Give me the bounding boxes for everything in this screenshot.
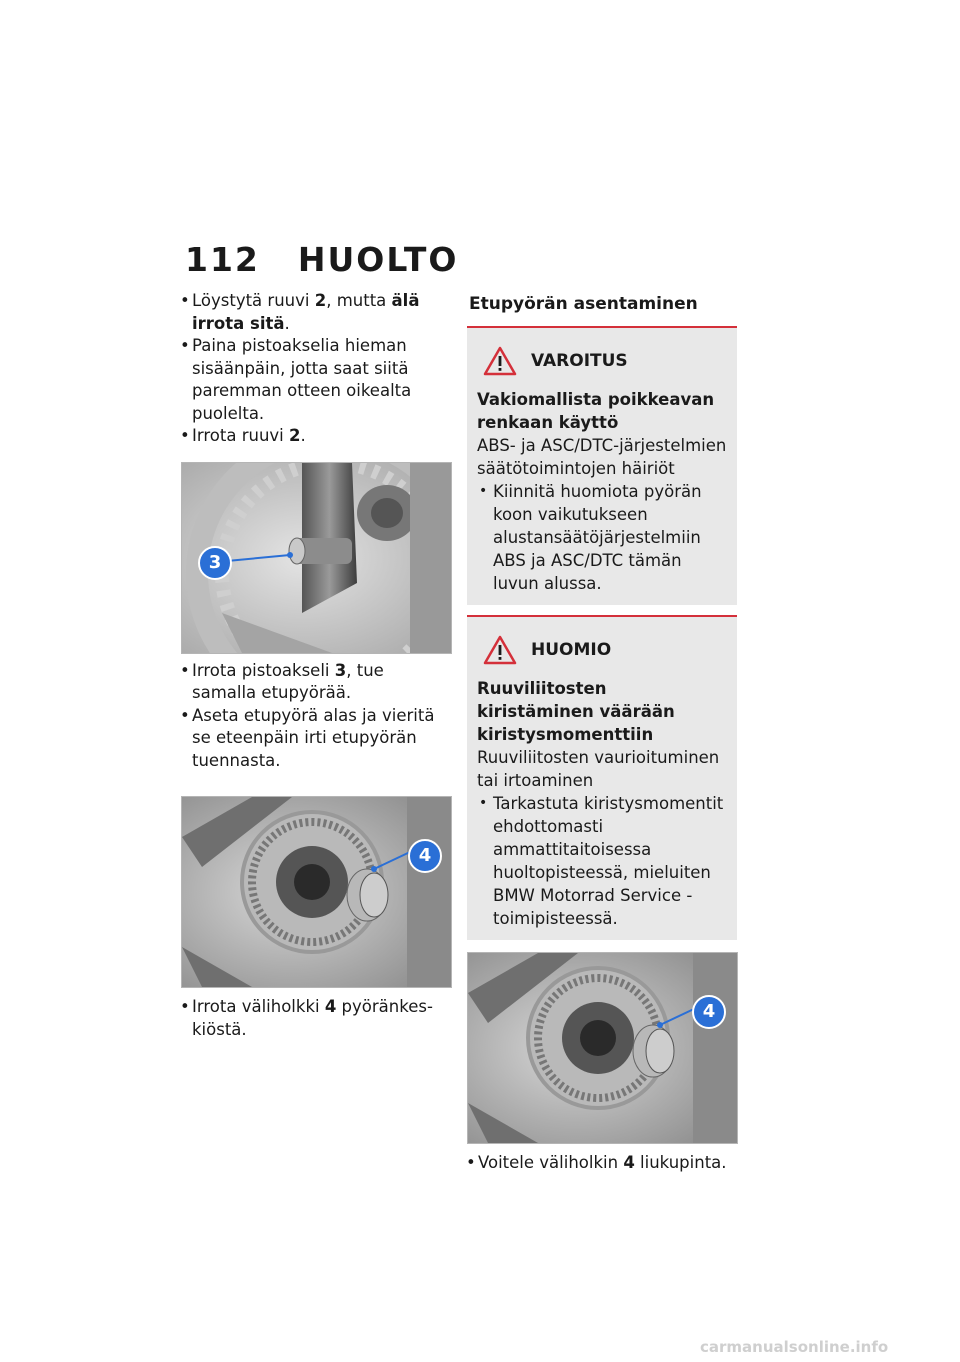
notice-box (467, 617, 737, 940)
right-column (467, 290, 737, 1175)
page-number: 112 (185, 240, 260, 279)
photo-spacer-lubricate (467, 952, 738, 1144)
callout-4: 4 (408, 839, 442, 873)
step-roll-wheel: • Aseta etupyörä alas ja vieritä se eteenpäin irti etupyörän tuennasta. (181, 705, 453, 773)
step-remove-spacer: • Irrota väliholkki 4 pyöränkeskiöstä. (181, 996, 453, 1041)
warning-label: VAROITUS (531, 350, 628, 371)
warning-box (467, 328, 737, 605)
page-title: HUOLTO (297, 240, 459, 279)
notice-action: • Tarkastuta kiristysmomentit ehdottomasti ammattitaitoisessa huoltopisteessä, mieluiten BMW Motorrad Service -toimipisteessä. (477, 792, 727, 930)
warning-title: Vakiomallista poikkeavan renkaan käyttö (477, 390, 715, 432)
notice-title: Ruuviliitosten kiristäminen väärään kiristysmomenttiin (477, 679, 675, 744)
notice-consequence: Ruuviliitosten vaurioituminen tai irtoaminen (477, 748, 720, 790)
callout-4-right: 4 (692, 995, 726, 1029)
notice-label: HUOMIO (531, 639, 612, 660)
photo-axle-removal (181, 462, 452, 654)
callout-3: 3 (198, 546, 232, 580)
step-remove-screw: • Irrota ruuvi 2. (181, 425, 453, 448)
section-title: Etupyörän asentaminen (469, 294, 698, 314)
photo-spacer-removal (181, 796, 452, 988)
step-loosen-screw: • Löystytä ruuvi 2, mutta älä irrota sitä. (181, 290, 453, 335)
warning-triangle-icon (483, 346, 517, 376)
watermark: carmanualsonline.info (700, 1338, 889, 1356)
caution-triangle-icon (483, 635, 517, 665)
step-remove-axle: • Irrota pistoakseli 3, tue samalla etupyörää. (181, 660, 453, 705)
warning-action: • Kiinnitä huomiota pyörän koon vaikutukseen alustansäätöjärjestelmiin ABS ja ASC/DTC tämän luvun alussa. (477, 480, 727, 595)
left-column (181, 290, 453, 1041)
warning-consequence: ABS- ja ASC/DTC-järjestelmien säätötoimintojen häiriöt (477, 436, 727, 478)
page-header (185, 240, 459, 279)
step-lubricate-spacer: • Voitele väliholkin 4 liukupinta. (467, 1152, 737, 1175)
step-push-axle: • Paina pistoakselia hieman sisäänpäin, jotta saat siitä paremman otteen oikealta puolelta. (181, 335, 453, 425)
